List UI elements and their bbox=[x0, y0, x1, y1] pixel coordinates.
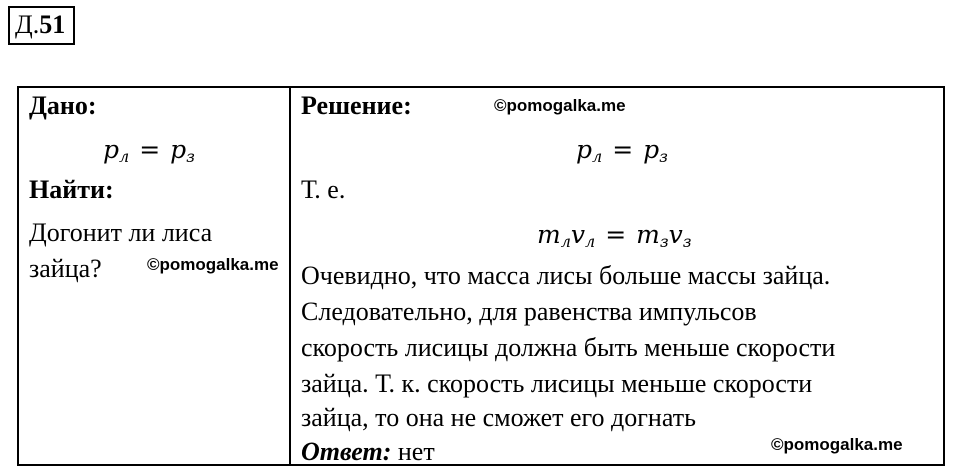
find-heading: Найти: bbox=[29, 175, 114, 204]
solution-table bbox=[17, 86, 945, 466]
solution-line-2: Следовательно, для равенства импульсов bbox=[301, 297, 757, 326]
given-heading: Дано: bbox=[29, 91, 97, 120]
solution-line-5: зайца, то она не сможет его догнать bbox=[301, 403, 696, 432]
watermark-top: ©pomogalka.me bbox=[494, 96, 626, 115]
task-prefix: Д. bbox=[15, 10, 40, 39]
task-number-label bbox=[8, 6, 75, 45]
solution-formula-2: $m_лv_л = m_зv_з$ bbox=[537, 220, 692, 251]
solution-line-1: Очевидно, что масса лисы больше массы зайца. bbox=[301, 261, 831, 290]
solution-heading: Решение: bbox=[301, 91, 412, 120]
solution-line-3: скорость лисицы должна быть меньше скорости bbox=[301, 333, 836, 362]
given-formula: $p_л = p_з$ bbox=[103, 135, 195, 166]
task-number: 51 bbox=[39, 10, 66, 39]
answer-label: Ответ: bbox=[301, 437, 392, 466]
solution-line-4: зайца. Т. к. скорость лисицы меньше скорости bbox=[301, 369, 813, 398]
watermark-bottom: ©pomogalka.me bbox=[771, 435, 903, 454]
te-text: Т. е. bbox=[301, 175, 346, 204]
question-line-2: зайца? bbox=[29, 254, 102, 283]
solution-formula-1: $p_л = p_з$ bbox=[576, 135, 668, 166]
question-line-1: Догонит ли лиса bbox=[29, 218, 213, 247]
column-divider bbox=[289, 88, 291, 464]
watermark-middle: ©pomogalka.me bbox=[147, 255, 279, 274]
answer-line bbox=[301, 434, 435, 470]
answer-value: нет bbox=[397, 437, 435, 466]
